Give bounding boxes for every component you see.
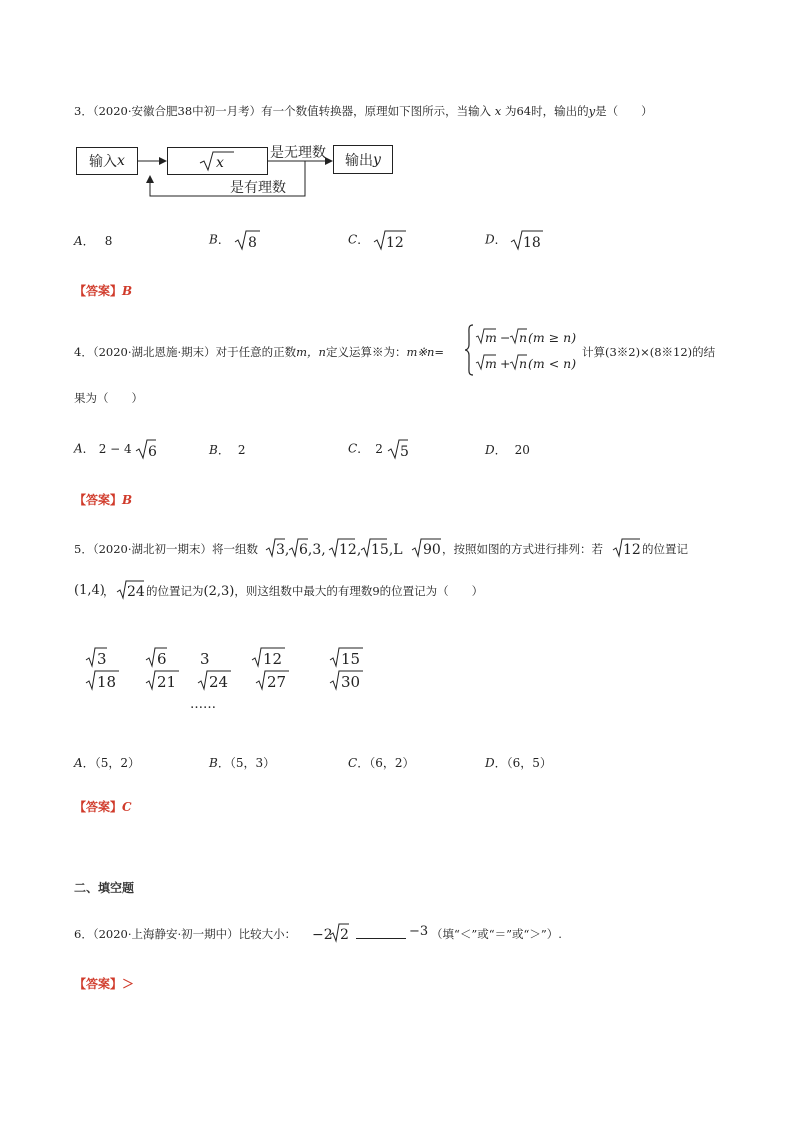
option-letter: C (348, 232, 358, 247)
answer-value: B (122, 493, 133, 507)
option-text: （5，2） (94, 756, 140, 770)
q6-instruction: （填“＜”或“＝”或“＞”）. (431, 927, 562, 941)
answer-label: 【答案】 (74, 800, 123, 814)
grid-r2-c2: 21 (157, 673, 177, 691)
q4-stem-text-d: 的结 (692, 345, 716, 359)
sqrt-8 (234, 229, 262, 251)
rational-label: 是有理数 (230, 180, 286, 196)
svg-text:3,: 3, (276, 542, 290, 558)
answer-value: B (122, 284, 133, 298)
q4-option-c[interactable]: C． 2 5 (348, 438, 409, 460)
q5-stem-line2 (146, 584, 483, 599)
q4-source: （2020·湖北恩施·期末） (92, 345, 216, 359)
answer-label: 【答案】 (74, 977, 123, 991)
option-letter: A (74, 441, 83, 456)
q4-stem-text-b: 定义运算※为： (325, 345, 407, 359)
option-text: （6，5） (506, 756, 552, 770)
option-text: （6，2） (369, 756, 415, 770)
q5-stem-text-c: 的位置记 (642, 542, 688, 556)
svg-text:−2: −2 (312, 927, 333, 943)
q4-option-d[interactable]: D． 20 (485, 443, 530, 457)
q6-source: （2020·上海静安·初一期中） (92, 927, 239, 941)
svg-text:5: 5 (399, 444, 409, 460)
option-letter: C (348, 756, 358, 770)
option-letter: C (348, 441, 358, 456)
svg-text:12,: 12, (339, 542, 362, 558)
q5-stem-text-a: 将一组数 (212, 542, 258, 556)
svg-text:8: 8 (247, 235, 257, 251)
option-letter: B (209, 443, 218, 457)
q3-option-d[interactable]: D． 18 (485, 229, 544, 251)
q4-option-a[interactable]: A． 2 − 4 6 (74, 438, 157, 460)
sqrt-24-inline (116, 578, 146, 602)
svg-text:m: m (485, 330, 497, 345)
q6-rhs: −3 (409, 924, 429, 939)
sqrt-var: x (215, 155, 224, 171)
q4-piecewise-definition (464, 323, 594, 377)
section-heading: 二、填空题 (74, 881, 135, 895)
option-letter: B (209, 232, 218, 247)
q5-stem-text-b: ，按照如图的方式进行排列：若 (442, 542, 603, 556)
grid-r1-c2: 6 (157, 650, 167, 668)
input-var: x (117, 153, 125, 169)
grid-r2-c4: 27 (267, 673, 287, 691)
option-letter: A (74, 234, 83, 248)
q4-stem-line2: 果为（ ） (74, 391, 143, 405)
q5-option-c[interactable]: C．（6，2） (348, 756, 415, 770)
sqrt-5 (387, 438, 409, 460)
case1-condition: (m ≥ n) (528, 330, 577, 345)
q5-option-b[interactable]: B．（5，3） (209, 756, 276, 770)
sqrt-12 (373, 229, 407, 251)
option-text: （5，3） (229, 756, 276, 770)
q5-stem-text-d: 的位置记为 (146, 584, 204, 598)
q3-option-a[interactable]: A． 8 (74, 234, 113, 248)
q4-answer (74, 491, 132, 508)
option-letter: B (209, 756, 218, 770)
q5-pos2: (2,3) (203, 584, 235, 599)
q6-number: 6． (74, 927, 93, 941)
q4-number: 4． (74, 345, 93, 359)
q6-stem-text-a: 比较大小： (238, 927, 297, 941)
sqrt-18 (510, 229, 544, 251)
q4-stem-tail (582, 345, 715, 359)
svg-text:6,3,: 6,3, (299, 542, 326, 558)
q6-answer (74, 975, 134, 992)
option-letter: D (485, 232, 495, 247)
svg-text:18: 18 (523, 235, 542, 251)
arrow-loop-back (150, 161, 305, 196)
q4-stem-text-a: 对于任意的正数 (215, 345, 297, 359)
svg-text:2: 2 (340, 927, 349, 943)
case2-condition: (m < n) (528, 356, 577, 371)
grid-r2-c3: 24 (209, 673, 229, 691)
flow-arrows (0, 0, 794, 220)
q3-var-x: x (494, 104, 502, 118)
irrational-label: 是无理数 (270, 145, 326, 161)
q5-arrangement-grid (80, 644, 380, 712)
grid-r1-c1: 3 (97, 650, 107, 668)
q3-stem-text-c: 是（ ） (595, 104, 653, 118)
sqrt-12-inline (612, 536, 642, 560)
q3-answer (74, 282, 132, 299)
option-letter: D (485, 756, 495, 770)
q6-stem-line (74, 927, 296, 941)
answer-label: 【答案】 (74, 284, 123, 298)
q6-blank[interactable] (356, 938, 406, 939)
output-var: y (373, 151, 381, 168)
q3-source: （2020·安徽合肥38中初一月考） (92, 104, 262, 118)
q4-stem-text-c: 计算 (582, 345, 605, 359)
option-text: 2 − 4 (98, 441, 132, 456)
q3-option-b[interactable]: B． 8 (209, 229, 262, 251)
option-text: 20 (514, 443, 530, 457)
q4-op: m※n= (406, 345, 445, 359)
q5-source: （2020·湖北初一期末） (92, 542, 212, 556)
svg-text:m: m (485, 356, 497, 371)
q3-number: 3． (74, 104, 93, 118)
svg-text:−: − (500, 330, 511, 345)
answer-value: C (122, 800, 132, 814)
q5-number-sequence (265, 536, 445, 560)
q3-option-c[interactable]: C． 12 (348, 229, 407, 251)
grid-r1-c5: 15 (341, 650, 361, 668)
svg-text:12: 12 (386, 235, 404, 251)
svg-text:6: 6 (148, 444, 158, 460)
q5-stem-text-e: ，则这组数中最大的有理数9的位置记为（ ） (234, 584, 484, 598)
q3-stem-text-b: 为64时，输出的 (504, 104, 589, 118)
q5-stem-line1-tail (442, 542, 603, 556)
q4-vars: m，n (296, 345, 326, 359)
svg-text:12: 12 (623, 542, 641, 558)
option-text: 2 (375, 441, 383, 456)
q3-var-y: y (588, 104, 596, 118)
q4-stem-line1 (74, 345, 444, 359)
output-label: 输出 (345, 152, 374, 169)
q5-answer (74, 798, 132, 815)
grid-r2-c1: 18 (97, 673, 117, 691)
svg-text:+: + (500, 356, 511, 371)
svg-text:n: n (519, 330, 528, 345)
svg-text:15,L: 15,L (371, 542, 403, 558)
svg-text:90: 90 (423, 542, 441, 558)
option-letter: D (485, 443, 495, 457)
svg-text:n: n (519, 356, 528, 371)
answer-label: 【答案】 (74, 493, 123, 507)
grid-dots: …… (190, 697, 216, 712)
option-text: 8 (104, 234, 113, 248)
q5-stem-line2-sep: ， (103, 584, 115, 598)
answer-value: ＞ (122, 977, 135, 991)
q5-pos1: (1,4) (74, 583, 105, 598)
svg-text:24: 24 (127, 584, 145, 600)
q5-number: 5． (74, 542, 93, 556)
q4-expression: (3※2)×(8※12) (605, 345, 693, 359)
q6-neg-2-sqrt-2 (312, 921, 352, 945)
grid-r2-c5: 30 (341, 673, 361, 691)
option-text: 2 (237, 443, 246, 457)
q3-stem-text-a: 有一个数值转换器，原理如下图所示，当输入 (261, 104, 492, 118)
grid-r1-c4: 12 (263, 650, 283, 668)
q4-option-b[interactable]: B． 2 (209, 443, 246, 457)
q5-option-d[interactable]: D．（6，5） (485, 756, 552, 770)
option-letter: A (74, 756, 83, 770)
sqrt-6 (135, 438, 157, 460)
grid-r1-c3: 3 (200, 650, 210, 668)
input-label: 输入 (89, 154, 118, 170)
q5-stem-line1 (74, 542, 258, 556)
q5-option-a[interactable]: A．（5，2） (74, 756, 140, 770)
